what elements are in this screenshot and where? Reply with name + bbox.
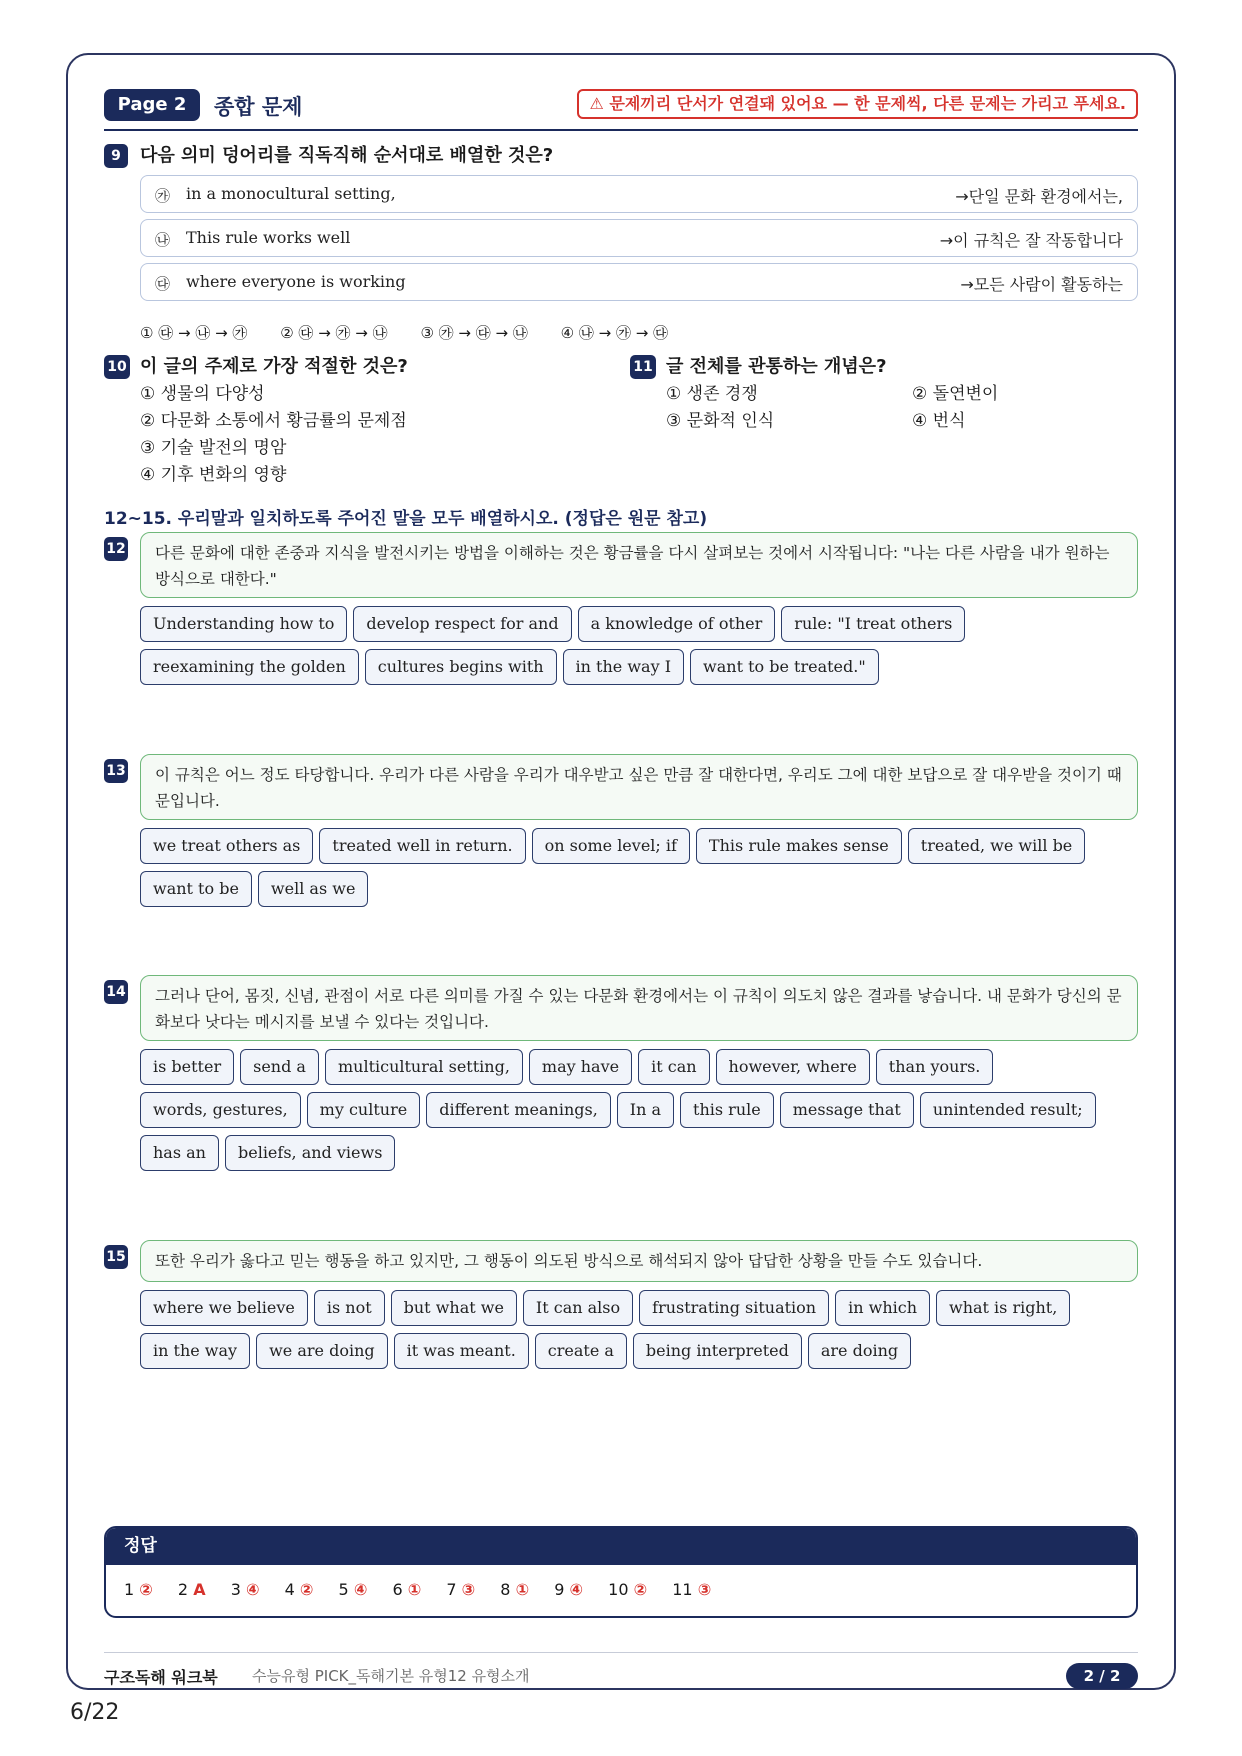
question-title: 글 전체를 관통하는 개념은? — [666, 356, 887, 377]
question-number-15: 15 — [104, 1245, 128, 1269]
answer-key — [104, 1526, 1138, 1618]
word-tile[interactable]: In a — [617, 1092, 674, 1128]
option[interactable]: ① 생물의 다양성 — [140, 384, 265, 404]
question-number-14: 14 — [104, 980, 128, 1004]
korean-prompt: 또한 우리가 옳다고 믿는 행동을 하고 있지만, 그 행동이 의도된 방식으로 해석되지 않아 답답한 상황을 만들 수도 있습니다. — [140, 1240, 1138, 1282]
option[interactable]: ② ㉰ → ㉮ → ㉯ — [280, 324, 388, 342]
word-tiles-12 — [140, 606, 1138, 692]
question-title: 이 글의 주제로 가장 적절한 것은? — [140, 356, 408, 377]
answer-item: 3 ④ — [230, 1580, 260, 1599]
word-tile[interactable]: create a — [535, 1333, 627, 1369]
question-title: 다음 의미 덩어리를 직독직해 순서대로 배열한 것은? — [140, 145, 554, 166]
answer-item: 1 ② — [124, 1580, 153, 1599]
word-tile[interactable]: in which — [835, 1290, 930, 1326]
answer-item: 6 ① — [392, 1580, 422, 1599]
option[interactable]: ① ㉰ → ㉯ → ㉮ — [140, 324, 248, 342]
chunk-english: in a monocultural setting, — [186, 184, 396, 203]
chunk-korean: →단일 문화 환경에서는, — [955, 187, 1123, 206]
option[interactable]: ④ ㉯ → ㉮ → ㉰ — [560, 324, 669, 342]
answer-item: 7 ③ — [446, 1580, 476, 1599]
word-tile[interactable]: different meanings, — [426, 1092, 611, 1128]
word-tile[interactable]: treated, we will be — [908, 828, 1086, 864]
word-tile[interactable]: than yours. — [876, 1049, 994, 1085]
chunk-na — [140, 219, 1138, 257]
word-tile[interactable]: unintended result; — [920, 1092, 1096, 1128]
chunk-mark: ㉰ — [155, 275, 171, 293]
chunk-mark: ㉮ — [155, 187, 171, 205]
answer-key-title: 정답 — [106, 1528, 1136, 1565]
word-tile[interactable]: send a — [240, 1049, 319, 1085]
word-tile[interactable]: want to be — [140, 871, 252, 907]
word-tile[interactable]: this rule — [680, 1092, 774, 1128]
word-tile[interactable]: reexamining the golden — [140, 649, 359, 685]
word-tile[interactable]: beliefs, and views — [225, 1135, 395, 1171]
word-tile[interactable]: This rule makes sense — [696, 828, 902, 864]
page-header — [104, 89, 1138, 131]
word-tile[interactable]: Understanding how to — [140, 606, 347, 642]
option[interactable]: ④ 기후 변화의 영향 — [140, 465, 287, 485]
answer-item: 8 ① — [500, 1580, 530, 1599]
answer-item: 2 A — [177, 1580, 206, 1599]
question-number-13: 13 — [104, 759, 128, 783]
warning-notice: ⚠ 문제끼리 단서가 연결돼 있어요 — 한 문제씩, 다른 문제는 가리고 푸세요. — [577, 89, 1138, 119]
word-tile[interactable]: we are doing — [256, 1333, 388, 1369]
page-title: 종합 문제 — [214, 95, 303, 119]
answer-item: 9 ④ — [554, 1580, 584, 1599]
word-tile[interactable]: a knowledge of other — [578, 606, 776, 642]
answer-item: 4 ② — [284, 1580, 314, 1599]
word-tile[interactable]: treated well in return. — [319, 828, 525, 864]
option[interactable]: ① 생존 경쟁 — [666, 384, 758, 404]
word-tile[interactable]: is not — [314, 1290, 385, 1326]
korean-prompt: 다른 문화에 대한 존중과 지식을 발전시키는 방법을 이해하는 것은 황금률을 다시 살펴보는 것에서 시작됩니다: "나는 다른 사람을 내가 원하는 방식으로 대한다." — [140, 532, 1138, 598]
q11-options-right — [912, 381, 998, 435]
chunk-english: This rule works well — [186, 228, 351, 247]
q11-options-left — [666, 381, 774, 435]
word-tile[interactable]: well as we — [258, 871, 368, 907]
word-tile[interactable]: multicultural setting, — [325, 1049, 523, 1085]
word-tiles-15 — [140, 1290, 1138, 1376]
word-tile[interactable]: in the way I — [563, 649, 684, 685]
option[interactable]: ④ 번식 — [912, 411, 966, 431]
option[interactable]: ③ 기술 발전의 명암 — [140, 438, 287, 458]
word-tile[interactable]: has an — [140, 1135, 219, 1171]
chunk-english: where everyone is working — [186, 272, 406, 291]
korean-prompt: 이 규칙은 어느 정도 타당합니다. 우리가 다른 사람을 우리가 대우받고 싶은 만큼 잘 대한다면, 우리도 그에 대한 보답으로 잘 대우받을 것이기 때문입니다. — [140, 754, 1138, 820]
question-number: 10 — [104, 355, 130, 379]
page-badge: Page 2 — [104, 89, 200, 121]
word-tile[interactable]: cultures begins with — [365, 649, 557, 685]
worksheet-frame — [66, 53, 1176, 1690]
word-tile[interactable]: rule: "I treat others — [781, 606, 965, 642]
footer-subtitle: 수능유형 PICK_독해기본 유형12 유형소개 — [252, 1667, 530, 1685]
chunk-da — [140, 263, 1138, 301]
answer-item: 10 ② — [608, 1580, 648, 1599]
word-tile[interactable]: but what we — [391, 1290, 517, 1326]
answer-list — [106, 1565, 1136, 1599]
chunk-korean: →이 규칙은 잘 작동합니다 — [939, 231, 1123, 250]
word-tile[interactable]: may have — [529, 1049, 632, 1085]
word-tile[interactable]: develop respect for and — [353, 606, 571, 642]
document-page-number: 6/22 — [70, 1700, 120, 1725]
word-tile[interactable]: in the way — [140, 1333, 250, 1369]
word-tile[interactable]: what is right, — [936, 1290, 1070, 1326]
word-tile[interactable]: where we believe — [140, 1290, 308, 1326]
word-tile[interactable]: words, gestures, — [140, 1092, 301, 1128]
word-tile[interactable]: frustrating situation — [639, 1290, 829, 1326]
word-tile[interactable]: are doing — [808, 1333, 911, 1369]
question-number-12: 12 — [104, 537, 128, 561]
word-tile[interactable]: is better — [140, 1049, 234, 1085]
option[interactable]: ③ 문화적 인식 — [666, 411, 775, 431]
word-tile[interactable]: however, where — [716, 1049, 870, 1085]
question-number: 9 — [104, 144, 128, 168]
section-heading: 12~15. 우리말과 일치하도록 주어진 말을 모두 배열하시오. (정답은 원문 참고) — [104, 509, 708, 529]
page-footer — [104, 1652, 1138, 1692]
word-tile[interactable]: we treat others as — [140, 828, 313, 864]
q9-options — [140, 322, 696, 343]
korean-prompt: 그러나 단어, 몸짓, 신념, 관점이 서로 다른 의미를 가질 수 있는 다문화 환경에서는 이 규칙이 의도치 않은 결과를 낳습니다. 내 문화가 당신의 문화보다 낫다는 메시지를 보낼 수 있다는 것입니다. — [140, 975, 1138, 1041]
option[interactable]: ② 다문화 소통에서 황금률의 문제점 — [140, 411, 407, 431]
question-number: 11 — [630, 355, 656, 379]
word-tile[interactable]: want to be treated." — [690, 649, 879, 685]
option[interactable]: ② 돌연변이 — [912, 384, 999, 404]
answer-item: 11 ③ — [672, 1580, 712, 1599]
word-tile[interactable]: it can — [638, 1049, 709, 1085]
word-tile[interactable]: on some level; if — [532, 828, 690, 864]
answer-item: 5 ④ — [338, 1580, 368, 1599]
word-tile[interactable]: being interpreted — [633, 1333, 802, 1369]
chunk-korean: →모든 사람이 활동하는 — [960, 275, 1123, 294]
word-tile[interactable]: message that — [780, 1092, 914, 1128]
word-tiles-14 — [140, 1049, 1138, 1178]
footer-brand: 구조독해 워크북 — [104, 1668, 218, 1687]
word-tile[interactable]: It can also — [523, 1290, 633, 1326]
chunk-ga — [140, 175, 1138, 213]
chunk-mark: ㉯ — [155, 231, 171, 249]
footer-page-badge: 2 / 2 — [1066, 1663, 1138, 1689]
word-tiles-13 — [140, 828, 1138, 914]
word-tile[interactable]: it was meant. — [394, 1333, 529, 1369]
q10-options — [140, 381, 407, 489]
word-tile[interactable]: my culture — [307, 1092, 421, 1128]
option[interactable]: ③ ㉮ → ㉰ → ㉯ — [420, 324, 528, 342]
